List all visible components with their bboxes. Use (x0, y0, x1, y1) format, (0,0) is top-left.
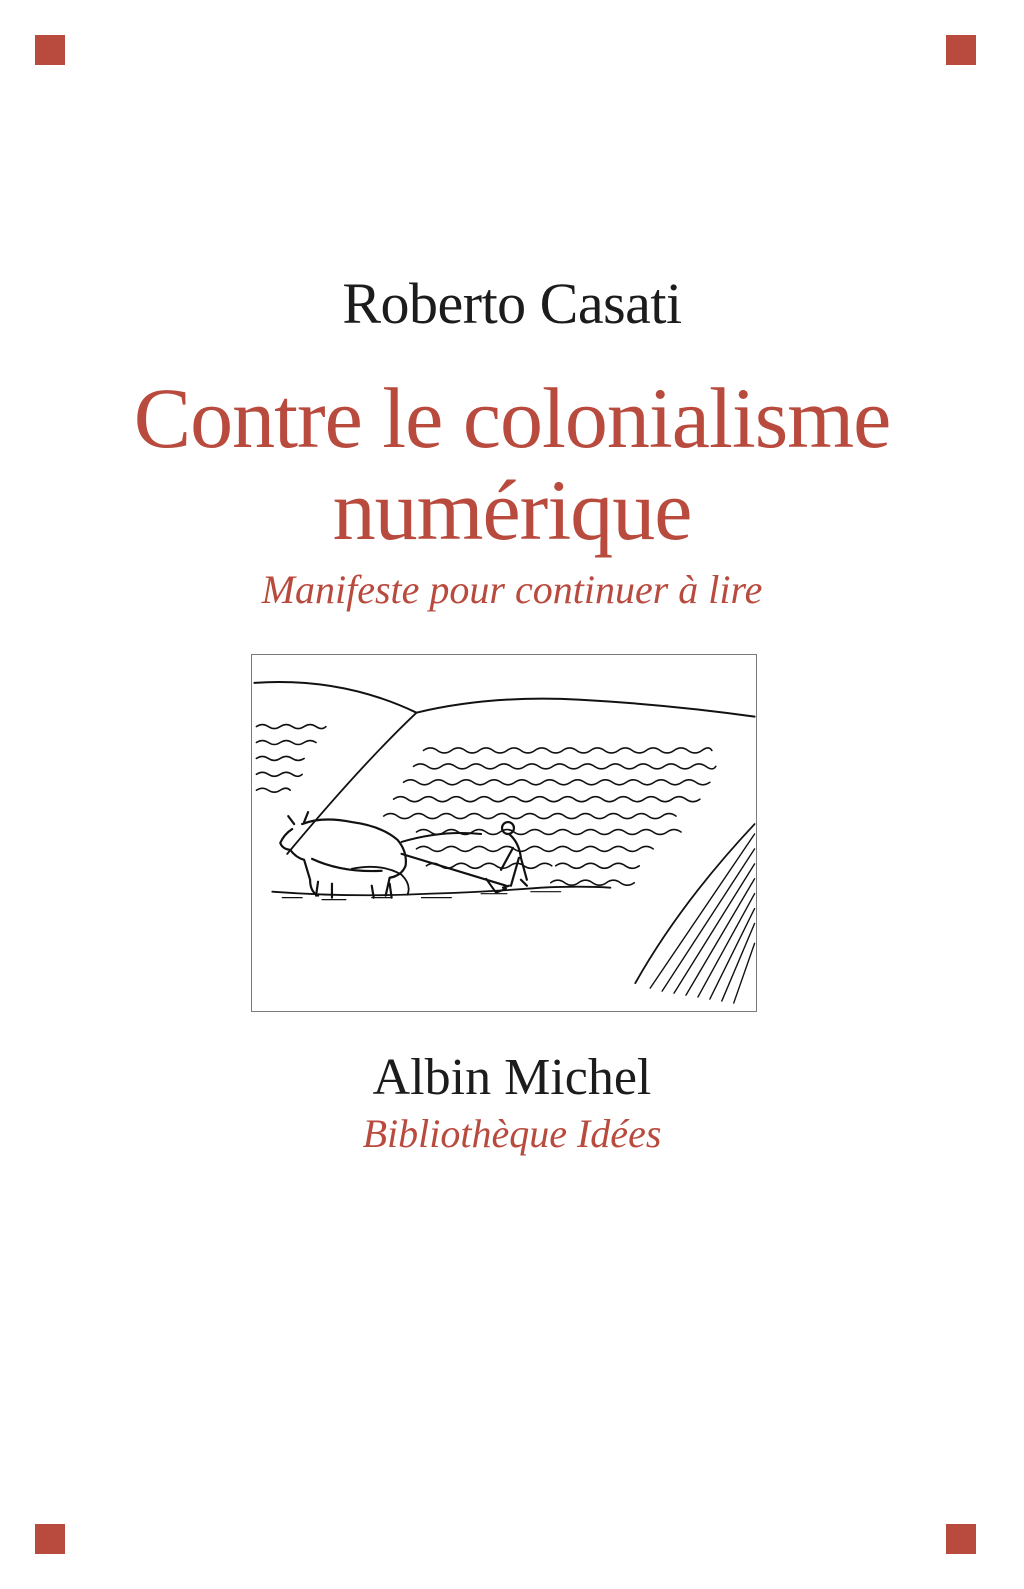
cover-illustration (251, 654, 757, 1012)
corner-square-top-left (35, 35, 65, 65)
ox-plowing-open-book-illustration-icon (252, 655, 756, 1011)
corner-square-bottom-left (35, 1524, 65, 1554)
book-title-line-1: Contre le colonialisme (133, 370, 891, 466)
book-title (0, 372, 1024, 556)
book-title-line-2: numérique (332, 462, 692, 558)
corner-square-top-right (946, 35, 976, 65)
book-subtitle: Manifeste pour continuer à lire (261, 567, 763, 612)
corner-square-bottom-right (946, 1524, 976, 1554)
publisher-name: Albin Michel (372, 1049, 652, 1106)
collection-name: Bibliothèque Idées (362, 1111, 662, 1156)
author-name: Roberto Casati (342, 271, 682, 336)
